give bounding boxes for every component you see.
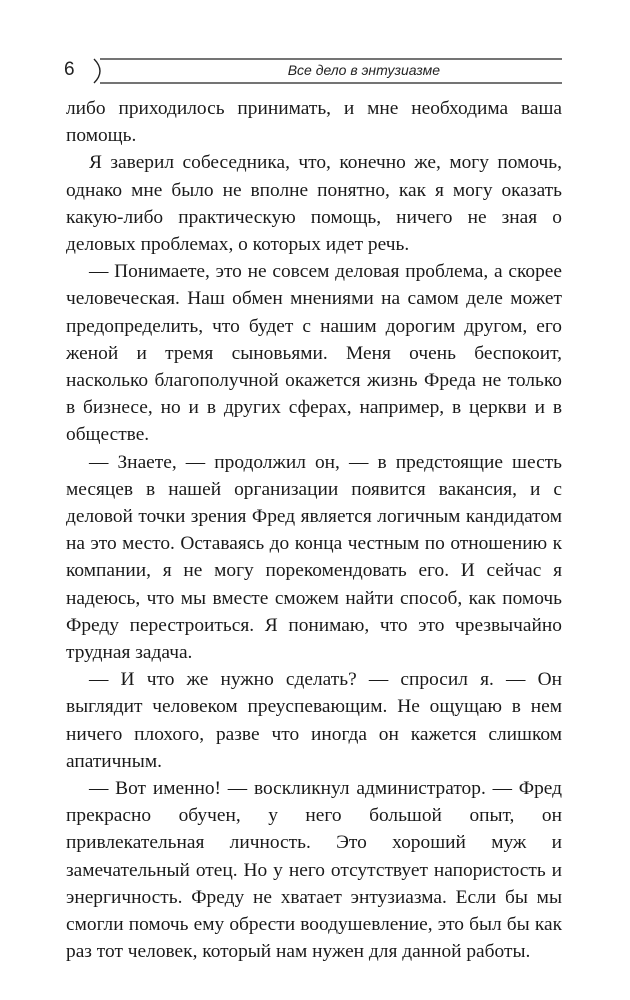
paragraph: — И что же нужно сделать? — спросил я. — Он выглядит человеком преуспевающим. Не ощущаю в нем ничего плохого, разве что иногда он кажется слишком апатичным. — [66, 669, 562, 772]
paragraph: либо приходилось принимать, и мне необходима ваша помощь. — [66, 98, 562, 147]
paragraph: — Знаете, — продолжил он, — в предстоящие шесть месяцев в нашей организации появится вакансия, и с деловой точки зрения Фред является логичным кандидатом на это место. Оставаясь до конца честным по отношению к компании, я не могу порекомендовать его. И сейчас я надеюсь, что мы вместе сможем найти способ, как помочь Фреду перестроиться. Я понимаю, что это чрезвычайно трудная задача. — [66, 451, 562, 664]
body-text — [66, 95, 562, 966]
paragraph: — Понимаете, это не совсем деловая проблема, а скорее человеческая. Наш обмен мнениями на самом деле может предопределить, что будет с нашим дорогим другом, его женой и тремя сыновьями. Меня очень беспокоит, насколько благополучной окажется жизнь Фреда не только в бизнесе, но и в других сферах, например, в церкви и в обществе. — [66, 261, 562, 446]
paragraph: Я заверил собеседника, что, конечно же, могу помочь, однако мне было не вполне понятно, как я могу оказать какую-либо практическую помощь, ничего не зная о деловых проблемах, о которых идет речь. — [66, 152, 562, 256]
page-number: 6 — [64, 59, 75, 80]
running-title: Все дело в энтузиазме — [287, 62, 440, 78]
paragraph: — Вот именно! — воскликнул администратор. — Фред прекрасно обучен, у него большой опыт, он привлекательная личность. Это хороший муж и замечательный отец. Но у него отсутствует напористость и энергичность. Фреду не хватает энтузиазма. Если бы мы смогли помочь ему обрести воодушевление, это был бы как раз тот человек, который нам нужен для данной работы. — [66, 778, 562, 963]
